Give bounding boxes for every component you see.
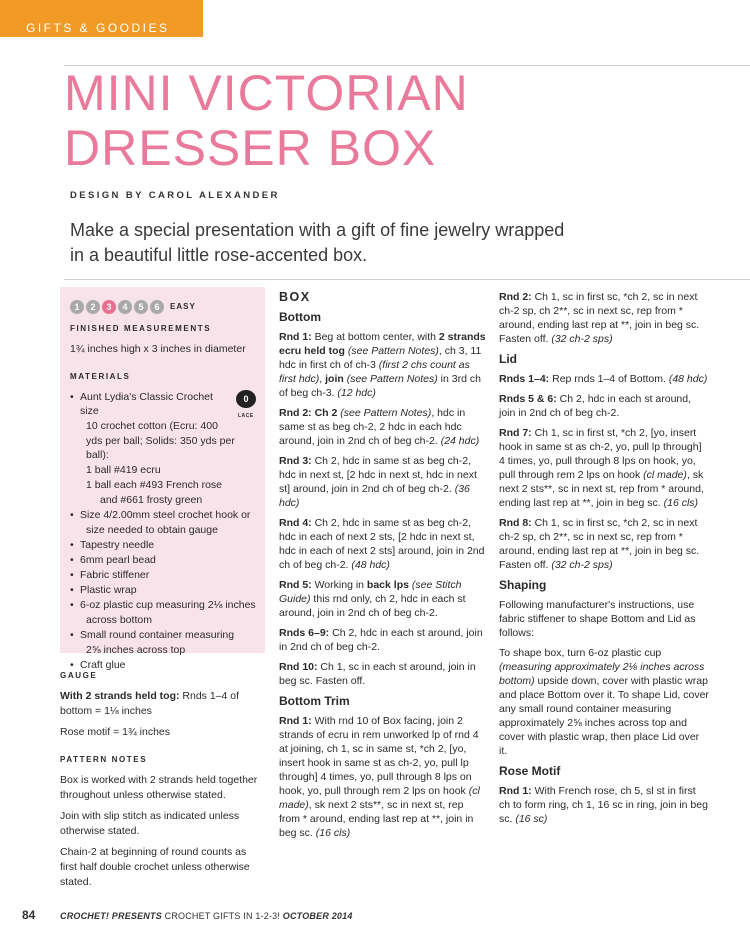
bottom-rnd-3: Rnd 3: Ch 2, hdc in same st as beg ch-2, hdc in next st, [2 hdc in next st, hdc in next st] around, join in 2nd ch of beg ch-2. (36 hdc): [279, 455, 477, 509]
page-title: [64, 66, 469, 176]
lid-heading: Lid: [499, 352, 517, 366]
gauge-text: With 2 strands held tog: Rnds 1–4 of bottom = 1⅛ inches: [60, 690, 240, 717]
skill-level-1: 1: [70, 300, 84, 314]
trim-rnd-2: Rnd 2: Ch 1, sc in first sc, *ch 2, sc in next ch-2 sp, ch 2**, sc in next sc, rep from * around, ending last rep at **, join in beg sc. Fasten off. (32 ch-2 sps): [499, 291, 700, 345]
bottom-rnd-1: Rnd 1: Beg at bottom center, with 2 strands ecru held tog (see Pattern Notes), ch 3, 11 hdc in first ch of ch-3 (first 2 chs count as first hdc), join (see Pattern Notes) in 3rd ch of beg ch-3. (12 hdc): [279, 331, 486, 399]
box-heading: BOX: [279, 290, 311, 304]
intro-line-1: Make a special presentation with a gift of fine jewelry wrapped: [70, 220, 565, 240]
material-item: yds per ball; Solids: 350 yds per ball):: [86, 435, 235, 461]
section-tab-label: GIFTS & GOODIES: [26, 21, 170, 35]
rose-heading: Rose Motif: [499, 764, 561, 778]
materials-list: [70, 390, 260, 672]
section-tab: [0, 0, 203, 37]
materials-heading: MATERIALS: [70, 372, 131, 381]
yarn-weight-label: LACE: [238, 413, 254, 419]
bottom-heading: Bottom: [279, 310, 321, 324]
sidebar-content: [70, 300, 260, 673]
shaping-steps: To shape box, turn 6-oz plastic cup (measuring approximately 2⅛ inches across bottom) upside down, cover with plastic wrap and place Bottom over it. To shape Lid, cover any small round container measuring approximately 2⅝ inches across top and cover with plastic wrap, then place Lid over it.: [499, 647, 709, 757]
intro-line-2: in a beautiful little rose-accented box.: [70, 245, 368, 265]
lid-rnds-5-6: Rnds 5 & 6: Ch 2, hdc in each st around, join in 2nd ch of beg ch-2.: [499, 393, 692, 419]
lid-rnds-1-4: Rnds 1–4: Rep rnds 1–4 of Bottom. (48 hdc): [499, 373, 708, 385]
material-item: across bottom: [86, 614, 152, 626]
material-item: • Fabric stiffener: [70, 568, 260, 582]
designer-byline: DESIGN BY CAROL ALEXANDER: [70, 190, 280, 201]
note-3: Chain-2 at beginning of round counts as first half double crochet unless otherwise stated.: [60, 846, 250, 888]
skill-level-label: EASY: [170, 302, 196, 311]
skill-level-2: 2: [86, 300, 100, 314]
bottom-trim-heading: Bottom Trim: [279, 694, 350, 708]
skill-level: [70, 300, 260, 314]
bottom-rnds-6-9: Rnds 6–9: Ch 2, hdc in each st around, join in 2nd ch of beg ch-2.: [279, 627, 483, 653]
material-item: • Small round container measuring: [70, 628, 260, 642]
material-item: 10 crochet cotton (Ecru: 400: [86, 420, 218, 432]
material-item: • Plastic wrap: [70, 583, 260, 597]
material-item: and #661 frosty green: [100, 494, 203, 506]
note-2: Join with slip stitch as indicated unless otherwise stated.: [60, 810, 240, 837]
material-item: • Craft glue: [70, 658, 260, 672]
instructions-column-right: [499, 290, 709, 832]
bottom-rnd-5: Rnd 5: Working in back lps (see Stitch Guide) this rnd only, ch 2, hdc in each st around, join in 2nd ch of beg ch-2.: [279, 579, 466, 619]
skill-level-5: 5: [134, 300, 148, 314]
skill-level-4: 4: [118, 300, 132, 314]
bottom-rnd-4: Rnd 4: Ch 2, hdc in same st as beg ch-2, hdc in each of next 2 sts, [2 hdc in next st, hdc in each of next 2 sts] around, join in 2nd ch of beg ch-2. (48 hdc): [279, 517, 485, 571]
material-item: • 6-oz plastic cup measuring 2⅛ inches: [70, 598, 260, 612]
gauge-heading: GAUGE: [60, 671, 98, 680]
skill-level-6: 6: [150, 300, 164, 314]
material-item: 1 ball #419 ecru: [86, 464, 161, 476]
gauge-notes: [60, 660, 265, 896]
material-item: • Tapestry needle: [70, 538, 260, 552]
yarn-weight-number: 0: [236, 390, 256, 408]
material-item: 1 ball each #493 French rose: [86, 479, 223, 491]
gauge-rose: Rose motif = 1¾ inches: [60, 726, 171, 738]
material-item: • 6mm pearl bead: [70, 553, 260, 567]
material-item: 2⅝ inches across top: [86, 644, 186, 656]
lid-rnd-8: Rnd 8: Ch 1, sc in first sc, *ch 2, sc in next ch-2 sp, ch 2**, sc in next sc, rep from * around, ending last rep at **, join in beg sc. Fasten off. (32 ch-2 sps): [499, 517, 700, 571]
intro-rule: [64, 279, 750, 280]
finished-heading: FINISHED MEASUREMENTS: [70, 324, 212, 333]
title-line-2: DRESSER BOX: [64, 120, 437, 176]
notes-heading: PATTERN NOTES: [60, 755, 148, 764]
rose-rnd-1: Rnd 1: With French rose, ch 5, sl st in first ch to form ring, ch 1, 16 sc in ring, join in beg sc. (16 sc): [499, 785, 708, 825]
material-item: • Aunt Lydia's Classic Crochet size: [70, 390, 260, 418]
intro-text: [70, 218, 610, 268]
shaping-heading: Shaping: [499, 578, 547, 592]
material-item: size needed to obtain gauge: [86, 524, 218, 536]
lid-rnd-7: Rnd 7: Ch 1, sc in first st, *ch 2, [yo, insert hook in same st as ch-2, yo, pull lp through] 4 times, yo, pull through 8 lps on hook, yo, pull through rem 2 lps on hook (cl made), sk next 2 sts**, sc in next st, rep from * around, ending last rep at **, join in beg sc. (16 cls): [499, 427, 704, 509]
material-item: • Size 4/2.00mm steel crochet hook or: [70, 508, 260, 522]
bottom-rnd-2: Rnd 2: Ch 2 (see Pattern Notes), hdc in same st as beg ch-2, 2 hdc in each hdc around, join in 2nd ch of beg ch-2. (24 hdc): [279, 407, 480, 447]
shaping-intro: Following manufacturer's instructions, use fabric stiffener to shape Bottom and Lid as follows:: [499, 599, 696, 639]
publication-line: CROCHET! PRESENTS CROCHET GIFTS IN 1-2-3! OCTOBER 2014: [60, 911, 353, 921]
finished-text: 1¾ inches high x 3 inches in diameter: [70, 343, 246, 355]
instructions-column-middle: [279, 290, 487, 846]
bottom-rnd-10: Rnd 10: Ch 1, sc in each st around, join in beg sc. Fasten off.: [279, 661, 476, 687]
skill-level-3: 3: [102, 300, 116, 314]
title-line-1: MINI VICTORIAN: [64, 65, 469, 121]
note-1: Box is worked with 2 strands held together throughout unless otherwise stated.: [60, 774, 258, 801]
page-number: 84: [22, 908, 36, 922]
trim-rnd-1: Rnd 1: With rnd 10 of Box facing, join 2 strands of ecru in rem unworked lp of rnd 4 at joining, ch 1, sc in same st, *ch 2, [yo, insert hook in same st as ch-2, yo, pull lp through] 4 times, yo, pull through 8 lps on hook, yo, pull through rem 2 lps on hook (cl made), sk next 2 sts**, sc in next st, rep from * around, ending last rep at **, join in beg sc. (16 cls): [279, 715, 480, 839]
